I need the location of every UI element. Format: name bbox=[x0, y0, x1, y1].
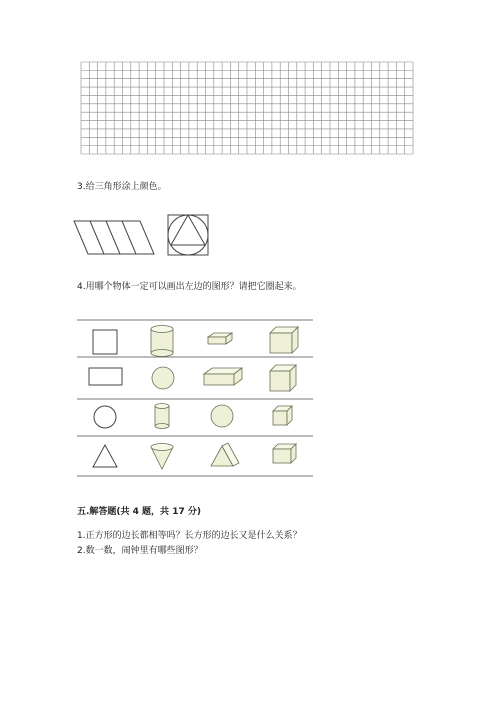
square-shape bbox=[93, 330, 117, 354]
cube-solid-3 bbox=[273, 406, 292, 425]
triangle-shape bbox=[93, 445, 117, 467]
cylinder-solid-2 bbox=[155, 404, 169, 429]
answer-question-2: 2.数一数，闹钟里有哪些图形？ bbox=[77, 546, 203, 556]
circle-shape bbox=[94, 406, 116, 428]
triangular-prism-solid bbox=[211, 443, 239, 466]
sphere-solid bbox=[152, 367, 174, 389]
cone-solid bbox=[151, 444, 173, 470]
long-cuboid-solid bbox=[204, 368, 242, 385]
cube-solid-2 bbox=[270, 365, 296, 391]
question-4-text: 4.用哪个物体一定可以画出左边的图形？请把它圈起来。 bbox=[77, 282, 302, 292]
cube-solid-4 bbox=[273, 444, 296, 463]
cube-solid bbox=[270, 327, 298, 353]
question-3-text: 3.给三角形涂上颜色。 bbox=[77, 182, 167, 192]
cylinder-solid bbox=[151, 326, 173, 357]
rectangle-shape bbox=[89, 368, 122, 385]
flat-cuboid-solid bbox=[208, 333, 232, 344]
answer-question-1: 1.正方形的边长都相等吗？长方形的边长又是什么关系？ bbox=[77, 531, 302, 541]
section-5-title: 五.解答题(共 4 题，共 17 分) bbox=[77, 507, 201, 517]
sphere-solid-2 bbox=[211, 405, 233, 427]
